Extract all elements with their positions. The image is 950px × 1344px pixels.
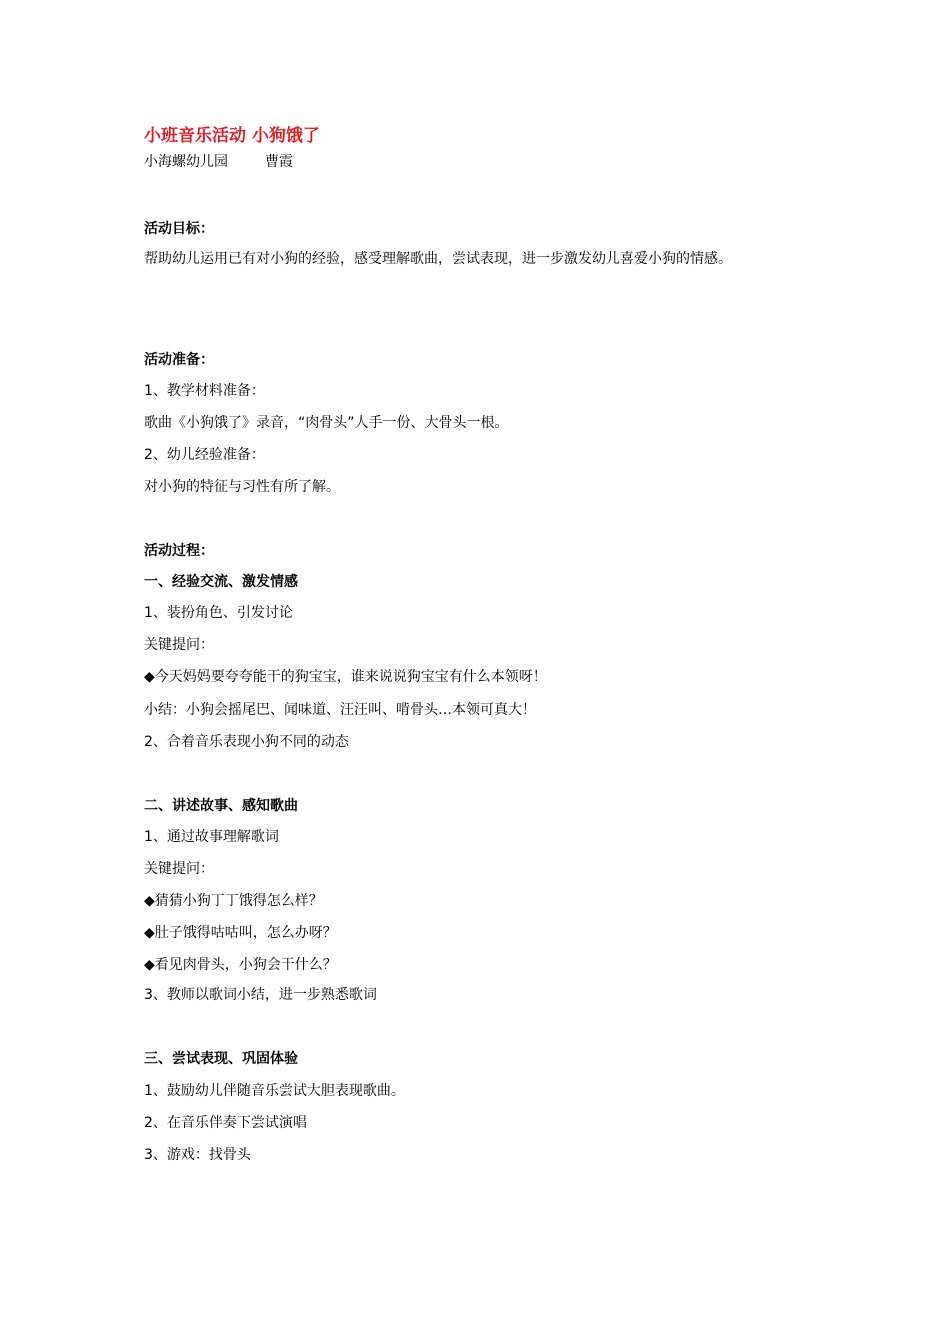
section-1-line: ◆今天妈妈要夸夸能干的狗宝宝，谁来说说狗宝宝有什么本领呀！	[144, 669, 547, 685]
prep-item-1: 1、教学材料准备：	[144, 383, 265, 399]
section-2-line: 关键提问：	[144, 861, 214, 877]
goals-heading: 活动目标：	[144, 221, 214, 237]
process-heading: 活动过程：	[144, 543, 214, 559]
prep-item-2-text: 对小狗的特征与习性有所了解。	[144, 479, 340, 495]
section-3-line: 3、游戏：找骨头	[144, 1147, 251, 1163]
school-name: 小海螺幼儿园	[144, 154, 228, 170]
section-3-heading: 三、尝试表现、巩固体验	[144, 1051, 298, 1067]
section-2-line: 1、通过故事理解歌词	[144, 829, 279, 845]
author-name: 曹霞	[265, 154, 293, 170]
prep-heading: 活动准备：	[144, 352, 214, 368]
section-3-line: 1、鼓励幼儿伴随音乐尝试大胆表现歌曲。	[144, 1083, 405, 1099]
document-title: 小班音乐活动 小狗饿了	[144, 126, 320, 146]
goals-text: 帮助幼儿运用已有对小狗的经验，感受理解歌曲，尝试表现，进一步激发幼儿喜爱小狗的情感。	[144, 251, 732, 267]
section-1-line: 2、合着音乐表现小狗不同的动态	[144, 734, 349, 750]
section-2-line: ◆看见肉骨头，小狗会干什么？	[144, 957, 337, 973]
section-2-line: 3、教师以歌词小结，进一步熟悉歌词	[144, 987, 377, 1003]
prep-item-1-text: 歌曲《小狗饿了》录音，“肉骨头”人手一份、大骨头一根。	[144, 415, 509, 431]
section-2-heading: 二、讲述故事、感知歌曲	[144, 798, 298, 814]
section-2-line: ◆猜猜小狗丁丁饿得怎么样？	[144, 893, 323, 909]
section-1-line: 小结：小狗会摇尾巴、闻味道、汪汪叫、啃骨头…本领可真大！	[144, 702, 536, 718]
section-1-line: 1、装扮角色、引发讨论	[144, 605, 293, 621]
section-1-heading: 一、经验交流、激发情感	[144, 574, 298, 590]
section-1-line: 关键提问：	[144, 637, 214, 653]
section-2-line: ◆肚子饿得咕咕叫，怎么办呀？	[144, 925, 337, 941]
section-3-line: 2、在音乐伴奏下尝试演唱	[144, 1115, 307, 1131]
prep-item-2: 2、幼儿经验准备：	[144, 447, 265, 463]
author-line	[144, 152, 293, 172]
